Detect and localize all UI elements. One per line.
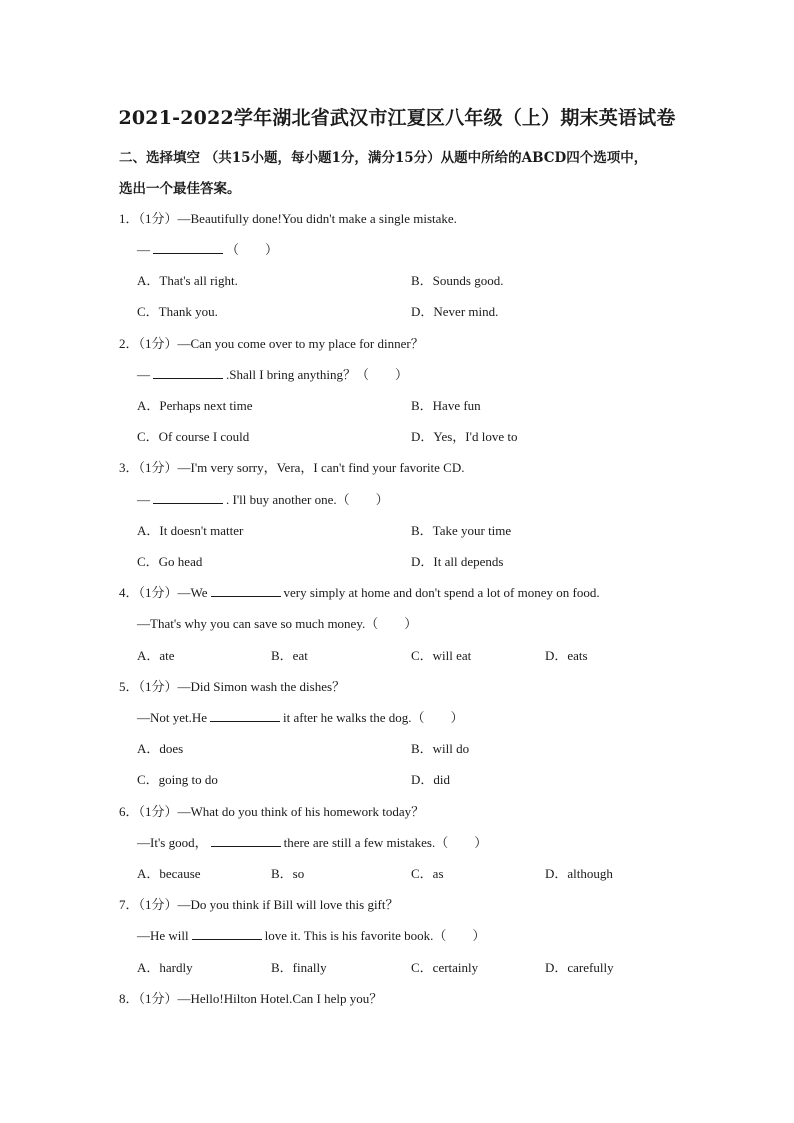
question-3-blank[interactable] — [153, 491, 223, 504]
question-1-blank[interactable] — [153, 241, 223, 254]
question-7-start: —He will — [137, 928, 189, 943]
question-5-option-a[interactable]: A．does — [137, 741, 184, 756]
question-3-response — [137, 489, 389, 508]
question-5-start: —Not yet.He — [137, 710, 208, 725]
question-7-option-a[interactable]: A．hardly — [137, 960, 193, 975]
question-4-option-c[interactable]: C．will eat — [411, 648, 472, 663]
question-4-stem-start: 4．（1分）—We — [119, 585, 208, 600]
question-5-option-c[interactable]: C．going to do — [137, 772, 218, 787]
question-4-option-d[interactable]: D．eats — [545, 648, 588, 663]
question-7-end: love it. This is his favorite book.（ ） — [264, 928, 486, 943]
question-3-dash: — — [137, 492, 150, 507]
question-6-response — [137, 832, 487, 851]
question-3-option-a[interactable]: A．It doesn't matter — [137, 523, 244, 538]
question-7-response — [137, 925, 485, 944]
question-3-option-d[interactable]: D．It all depends — [411, 554, 504, 569]
question-6-option-d[interactable]: D．although — [545, 866, 613, 881]
question-1-response — [137, 239, 278, 258]
question-2-tail: .Shall I bring anything？（ ） — [226, 367, 408, 382]
question-7-blank[interactable] — [192, 927, 262, 940]
question-4-blank[interactable] — [211, 584, 281, 597]
question-6-end: there are still a few mistakes.（ ） — [283, 835, 488, 850]
question-2-stem: 2．（1分）—Can you come over to my place for dinner？ — [119, 336, 424, 351]
question-3-tail: . I'll buy another one.（ ） — [226, 492, 389, 507]
question-5-response — [137, 707, 464, 726]
exam-title: 2021-2022学年湖北省武汉市江夏区八年级（上）期末英语试卷 — [118, 107, 676, 129]
question-1-dash: — — [137, 242, 150, 257]
question-5-blank[interactable] — [210, 709, 280, 722]
question-2-response — [137, 364, 408, 383]
question-2-option-c[interactable]: C．Of course I could — [137, 429, 250, 444]
question-4-stem — [119, 582, 600, 601]
question-7-option-b[interactable]: B．finally — [271, 960, 327, 975]
question-5-option-d[interactable]: D．did — [411, 772, 451, 787]
question-5-end: it after he walks the dog.（ ） — [283, 710, 464, 725]
question-2-option-d[interactable]: D．Yes，I'd love to — [411, 429, 518, 444]
question-1-option-b[interactable]: B．Sounds good. — [411, 273, 504, 288]
question-1-option-c[interactable]: C．Thank you. — [137, 304, 218, 319]
question-6-stem: 6．（1分）—What do you think of his homework today？ — [119, 804, 425, 819]
question-6-blank[interactable] — [211, 834, 281, 847]
question-8-stem: 8．（1分）—Hello!Hilton Hotel.Can I help you？ — [119, 991, 383, 1006]
question-4-option-b[interactable]: B．eat — [271, 648, 308, 663]
question-6-option-a[interactable]: A．because — [137, 866, 201, 881]
question-5-option-b[interactable]: B．will do — [411, 741, 470, 756]
question-5-stem: 5．（1分）—Did Simon wash the dishes？ — [119, 679, 346, 694]
question-2-dash: — — [137, 367, 150, 382]
question-2-blank[interactable] — [153, 366, 223, 379]
question-1-option-a[interactable]: A．That's all right. — [137, 273, 238, 288]
question-7-option-d[interactable]: D．carefully — [545, 960, 614, 975]
question-2-option-a[interactable]: A．Perhaps next time — [137, 398, 253, 413]
question-4-response: —That's why you can save so much money.（ ） — [137, 616, 418, 631]
question-4-option-a[interactable]: A．ate — [137, 648, 175, 663]
question-3-option-b[interactable]: B．Take your time — [411, 523, 512, 538]
question-3-stem: 3．（1分）—I'm very sorry，Vera，I can't find your favorite CD. — [119, 460, 465, 475]
question-7-stem: 7．（1分）—Do you think if Bill will love this gift？ — [119, 897, 399, 912]
question-2-option-b[interactable]: B．Have fun — [411, 398, 481, 413]
question-3-option-c[interactable]: C．Go head — [137, 554, 203, 569]
section-heading-line2: 选出一个最佳答案。 — [119, 181, 241, 197]
question-1-paren: （ ） — [226, 242, 279, 257]
question-1-stem: 1．（1分）—Beautifully done!You didn't make a single mistake. — [119, 211, 457, 226]
question-1-option-d[interactable]: D．Never mind. — [411, 304, 499, 319]
question-6-option-b[interactable]: B．so — [271, 866, 305, 881]
question-7-option-c[interactable]: C．certainly — [411, 960, 479, 975]
question-4-stem-end: very simply at home and don't spend a lot of money on food. — [283, 585, 600, 600]
section-heading-line1: 二、选择填空 （共15小题，每小题1分，满分15分）从题中所给的ABCD四个选项中， — [119, 150, 648, 166]
question-6-option-c[interactable]: C．as — [411, 866, 444, 881]
question-6-start: —It's good， — [137, 835, 208, 850]
